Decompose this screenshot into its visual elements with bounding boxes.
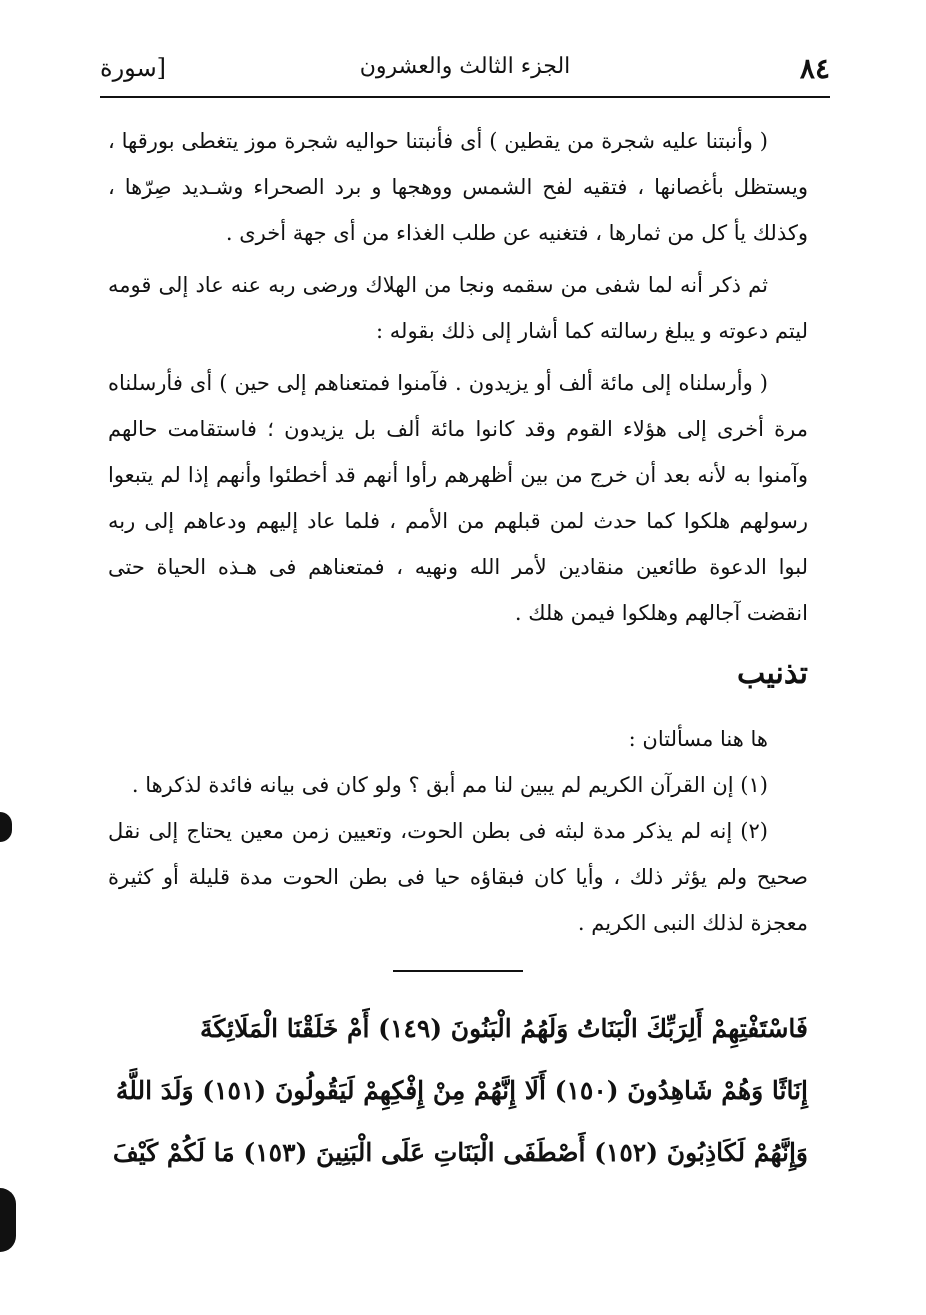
page-content [108, 118, 808, 1184]
page-number: ٨٤ [799, 52, 830, 85]
surah-name: [سورة [100, 54, 167, 82]
quran-verse-line: إِنَاثًا وَهُمْ شَاهِدُونَ (١٥٠) أَلَا إِنَّهُمْ مِنْ إِفْكِهِمْ لَيَقُولُونَ (١٥١) وَلَدَ اللَّهُ [115, 1076, 808, 1105]
paragraph: ( وأرسلناه إلى مائة ألف أو يزيدون . فآمنوا فمتعناهم إلى حين ) أى فأرسلناه مرة أخرى إلى هؤلاء القوم وقد كانوا مائة ألف بل يزيدون ؛ فاستقامت حالهم وآمنوا به لأنه بعد أن خرج من بين أظهرهم رأوا أنهم قد أخطئوا وأنهم إذا لم يتبعوا رسولهم هلكوا كما حدث لمن قبلهم من الأمم ، فلما عاد إليهم ودعاهم إلى ربه لبوا الدعوة طائعين منقادين لأمر الله ونهيه ، فمتعناهم فى هـذه الحياة حتى انقضت آجالهم وهلكوا فيمن هلك . [108, 371, 808, 625]
scan-mark-left-bottom [0, 1188, 16, 1252]
list-item: (١) إن القرآن الكريم لم يبين لنا مم أبق ؟ ولو كان فى بيانه فائدة لذكرها . [131, 773, 768, 797]
quran-verse-line: فَاسْتَفْتِهِمْ أَلِرَبِّكَ الْبَنَاتُ وَلَهُمُ الْبَنُونَ (١٤٩) أَمْ خَلَقْنَا الْمَلَائِكَةَ [199, 1014, 808, 1043]
section-intro: ها هنا مسألتان : [628, 727, 768, 751]
divider [393, 970, 523, 972]
paragraph: ( وأنبتنا عليه شجرة من يقطين ) أى فأنبتنا حواليه شجرة موز يتغطى بورقها ، ويستظل بأغصانها ، فتقيه لفح الشمس ووهجها و برد الصحراء وشـديد صِرّها ، وكذلك يأ كل من ثمارها ، فتغنيه عن طلب الغذاء من أى جهة أخرى . [108, 129, 808, 245]
quran-verse-line: وَإِنَّهُمْ لَكَاذِبُونَ (١٥٢) أَصْطَفَى الْبَنَاتِ عَلَى الْبَنِينَ (١٥٣) مَا لَكُمْ كَيْفَ [112, 1138, 808, 1167]
header-rule [100, 96, 830, 98]
page-header [100, 48, 830, 92]
section-title: تذنيب [737, 656, 808, 691]
running-title: الجزء الثالث والعشرون [359, 54, 571, 79]
paragraph: ثم ذكر أنه لما شفى من سقمه ونجا من الهلاك ورضى ربه عنه عاد إلى قومه ليتم دعوته و يبلغ رسالته كما أشار إلى ذلك بقوله : [108, 273, 808, 343]
list-item: (٢) إنه لم يذكر مدة لبثه فى بطن الحوت، وتعيين زمن معين يحتاج إلى نقل صحيح ولم يؤثر ذلك ، وأيا كان فبقاؤه حيا فى بطن الحوت مدة قليلة أو كثيرة معجزة لذلك النبى الكريم . [108, 819, 808, 935]
scan-mark-left [0, 812, 12, 842]
